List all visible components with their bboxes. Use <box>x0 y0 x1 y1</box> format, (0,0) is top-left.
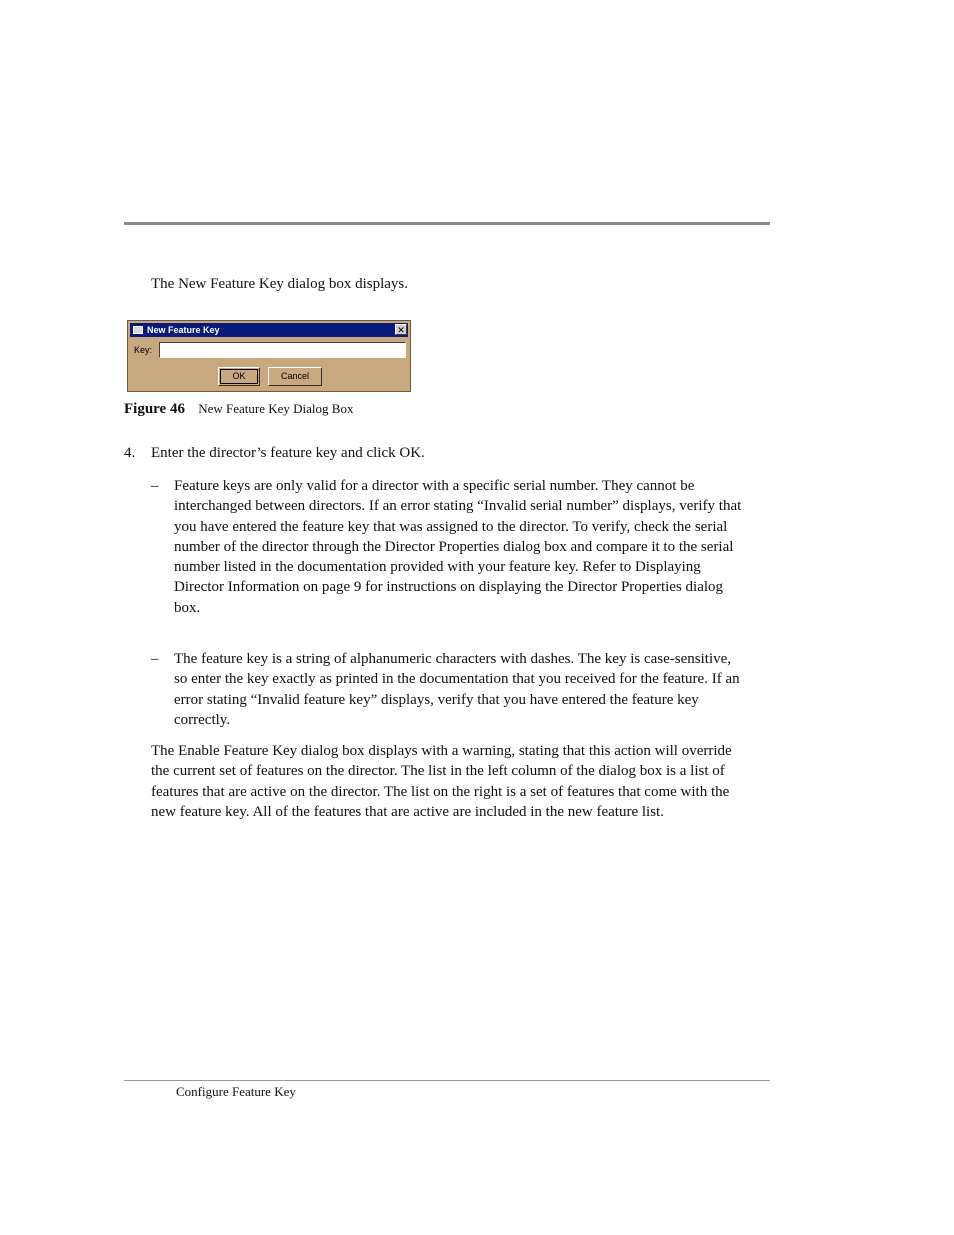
bullet-text: The feature key is a string of alphanumeric characters with dashes. The key is case-sensitive, so enter the key exactly as printed in the documentation that you received for the feature. If an error stating “Invalid feature key” displays, verify that you have entered the feature key correctly. <box>174 651 740 728</box>
key-label: Key: <box>134 345 153 355</box>
dialog-titlebar[interactable] <box>130 323 408 337</box>
step-text: Enter the director’s feature key and click OK. <box>151 445 425 461</box>
figure-title: New Feature Key Dialog Box <box>198 401 354 416</box>
figure-number: Figure 46 <box>124 401 185 417</box>
step-number: 4. <box>124 445 136 461</box>
new-feature-key-dialog <box>127 320 411 392</box>
dialog-title: New Feature Key <box>147 325 220 335</box>
body-paragraph: The Enable Feature Key dialog box displays with a warning, stating that this action will override the current set of features on the director. The list in the left column of the dialog box is a list of features that are active on the director. The list on the right is a set of features that come with the new feature key. All of the features that are active are included in the new feature list. <box>151 743 732 820</box>
ok-button[interactable]: OK <box>218 367 260 386</box>
footer-rule <box>124 1080 770 1081</box>
window-icon <box>133 326 143 334</box>
close-icon[interactable]: ✕ <box>395 324 407 335</box>
footer-text: Configure Feature Key <box>176 1084 296 1099</box>
intro-text: The New Feature Key dialog box displays. <box>151 276 409 292</box>
cancel-button[interactable]: Cancel <box>268 367 322 386</box>
key-input[interactable] <box>159 342 406 358</box>
header-rule <box>124 222 770 225</box>
figure-caption <box>124 401 353 418</box>
bullet-dash: – <box>151 478 159 494</box>
bullet-text: Feature keys are only valid for a director with a specific serial number. They cannot be interchanged between directors. If an error stating “Invalid serial number” displays, verify that you have entered the feature key that was assigned to the director. To verify, check the serial number of the director through the Director Properties dialog box and compare it to the serial number listed in the documentation provided with your feature key. Refer to Displaying Director Information on page 9 for instructions on displaying the Director Properties dialog box. <box>174 478 742 616</box>
bullet-dash: – <box>151 651 159 667</box>
